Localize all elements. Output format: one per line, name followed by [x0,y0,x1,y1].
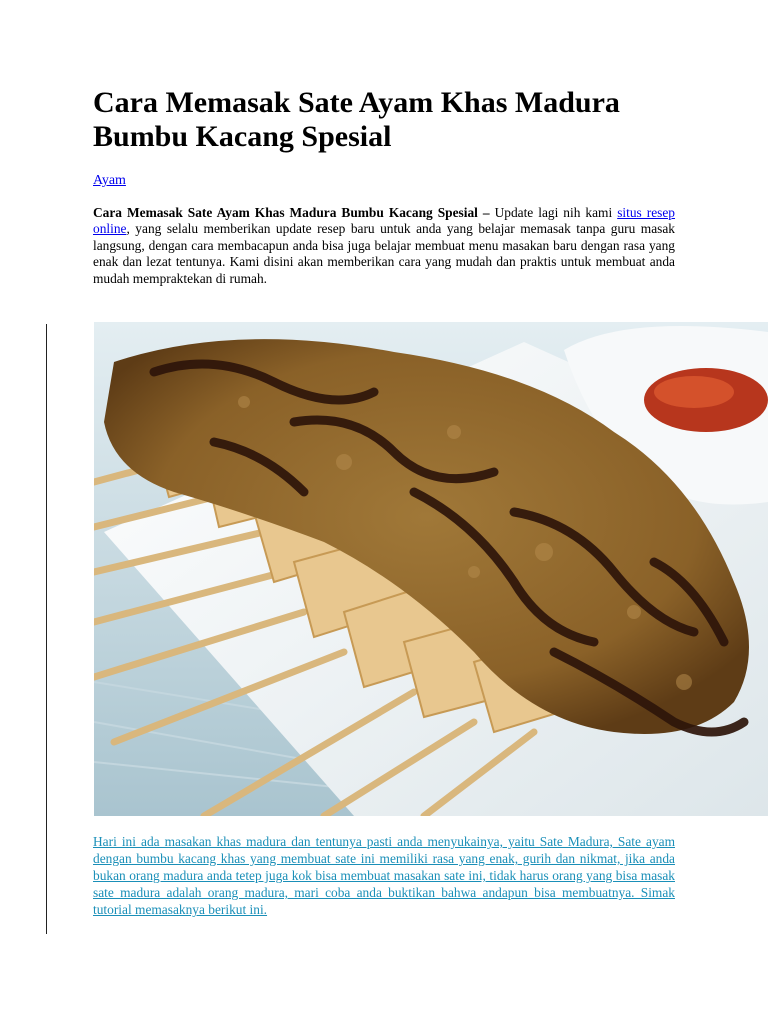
intro-bold-lead: Cara Memasak Sate Ayam Khas Madura Bumbu Kacang Spesial [93,205,478,220]
photo-caption-link[interactable]: Hari ini ada masakan khas madura dan tentunya pasti anda menyukainya, yaitu Sate Madura, Sate ayam dengan bumbu kacang khas yang membuat sate ini memiliki rasa yang enak, gurih dan nikmat, jika anda bukan orang madura anda tetep juga kok bisa membuat masakan sate ini, tidak harus orang yang bisa masak sate madura adalah orang madura, mari coba anda buktikan bahwa andapun bisa membuatnya. Simak tutorial memasaknya berikut ini. [93,834,675,918]
sate-photo [94,322,768,816]
category-link[interactable]: Ayam [93,173,126,188]
recipe-site-link[interactable]: situs resep online [93,205,675,237]
intro-text-before-link: Update lagi nih kami [494,205,618,220]
intro-paragraph [93,205,675,287]
intro-dash: – [477,205,495,220]
margin-rule [46,324,47,934]
article-title: Cara Memasak Sate Ayam Khas Madura Bumbu Kacang Spesial [93,86,620,153]
intro-text-after-link: , yang selalu memberikan update resep baru untuk anda yang belajar memasak tanpa guru masak langsung, dengan cara membacapun anda bisa juga belajar membuat menu masakan baru dengan rasa yang enak dan lezat tentunya. Kami disini akan memberikan cara yang mudah dan praktis untuk membuat anda mudah mempraktekan di rumah. [93,221,675,286]
